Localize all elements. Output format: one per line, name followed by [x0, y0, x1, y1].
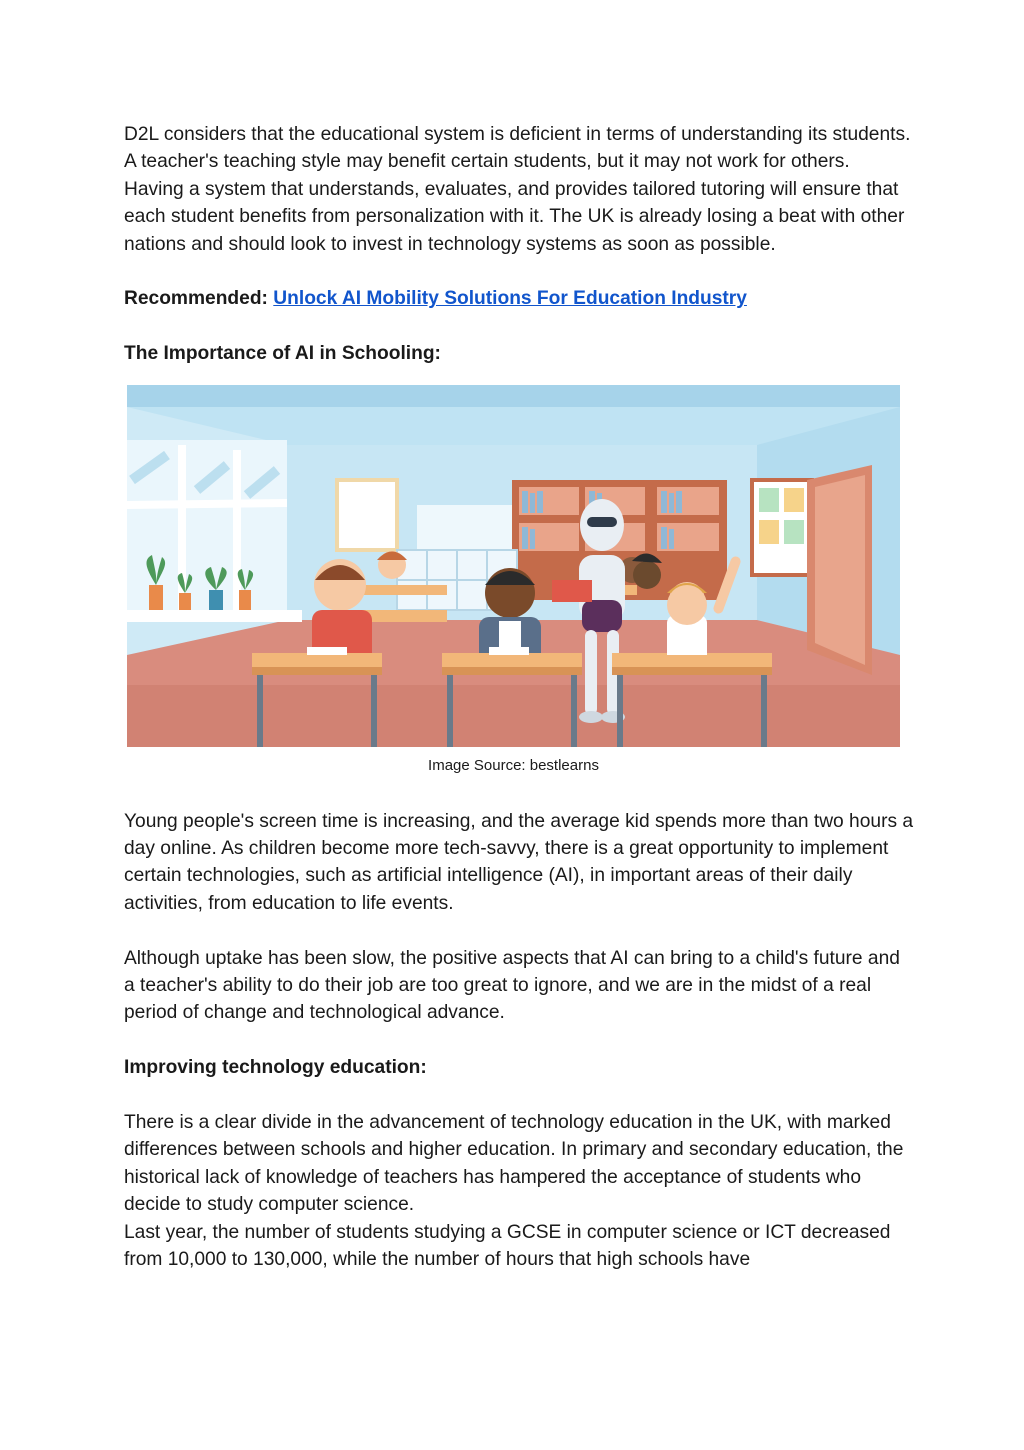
paragraph-uptake: Although uptake has been slow, the positive aspects that AI can bring to a child's future and a teacher's ability to do their job are too great to ignore, and we are in the midst of a real period of change and technological advance. — [124, 947, 900, 1024]
intro-paragraph: D2L considers that the educational system is deficient in terms of understanding its students. A teacher's teaching style may benefit certain students, but it may not work for others. Having a system that understands, evaluates, and provides tailored tutoring will ensure that each student benefits from personalization with it. The UK is already losing a beat with other nations and should look to invest in technology systems as soon as possible. — [124, 124, 911, 255]
recommended-link[interactable]: Unlock AI Mobility Solutions For Education Industry — [273, 288, 747, 310]
image-caption: Image Source: bestlearns — [428, 756, 599, 774]
recommended-label: Recommended: — [124, 288, 268, 310]
recommended-line — [124, 285, 914, 312]
document-page — [124, 121, 914, 1273]
heading-importance: The Importance of AI in Schooling: — [124, 343, 441, 365]
paragraph-screen-time: Young people's screen time is increasing, and the average kid spends more than two hours a day online. As children become more tech-savvy, there is a great opportunity to implement certain technologies, such as artificial intelligence (AI), in important areas of their daily activities, from education to life events. — [124, 810, 914, 914]
paragraph-divide: There is a clear divide in the advancement of technology education in the UK, with marked differences between schools and higher education. In primary and secondary education, the historical lack of knowledge of teachers has hampered the acceptance of students who decide to study computer science. — [124, 1112, 904, 1216]
paragraph-last-year: Last year, the number of students studying a GCSE in computer science or ICT decreased from 10,000 to 130,000, while the number of hours that high schools have — [124, 1221, 891, 1271]
classroom-robot-teacher-illustration — [127, 385, 900, 747]
heading-improving: Improving technology education: — [124, 1057, 427, 1079]
